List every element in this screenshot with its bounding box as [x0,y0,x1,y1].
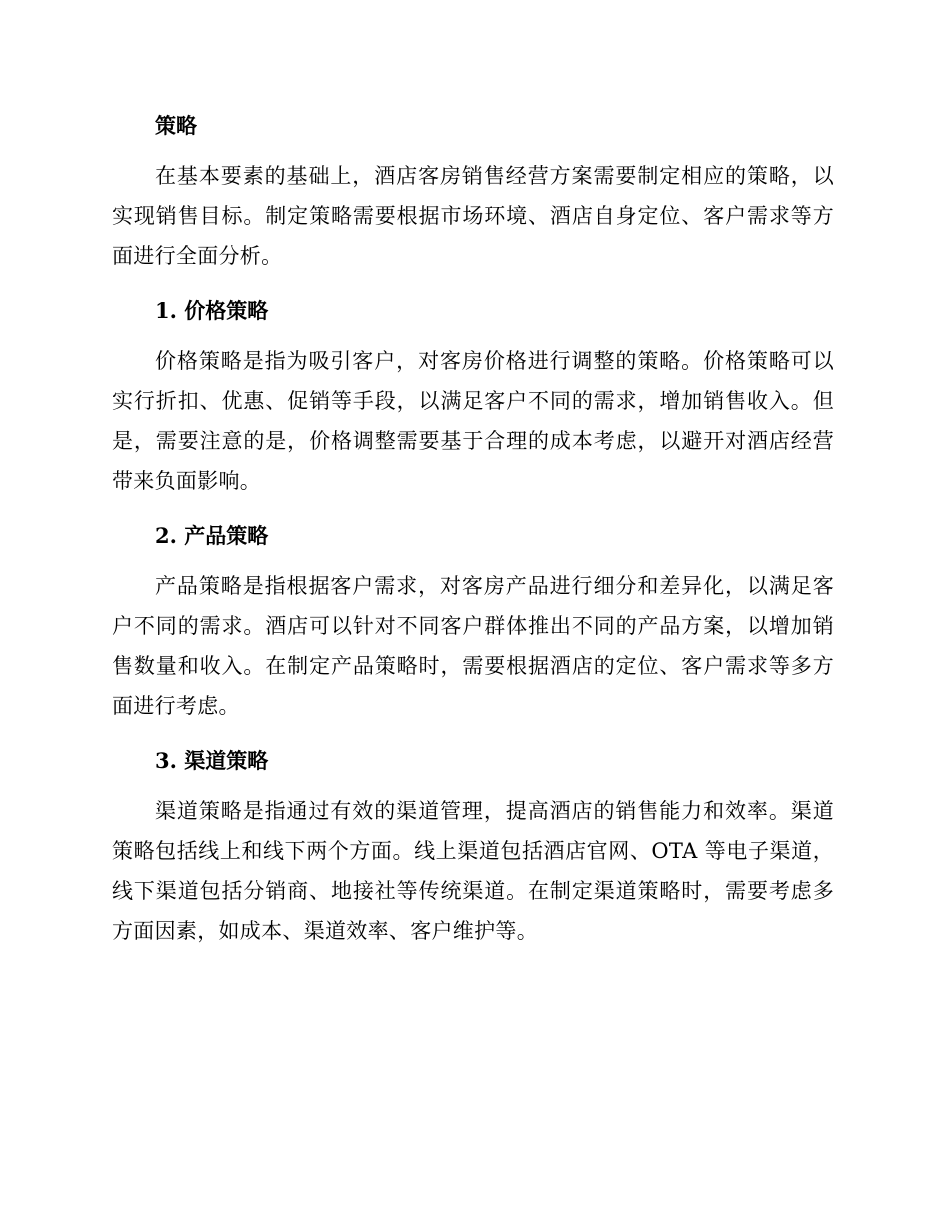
product-strategy-heading: 2. 产品策略 [155,523,269,548]
price-strategy-heading: 1. 价格策略 [155,298,269,323]
section-title: 策略 [155,113,197,138]
channel-strategy-paragraph: 渠道策略是指通过有效的渠道管理，提高酒店的销售能力和效率。渠道策略包括线上和线下两个方面。线上渠道包括酒店官网、OTA 等电子渠道，线下渠道包括分销商、地接社等传统渠道。在制定渠道策略时，需要考虑多方面因素，如成本、渠道效率、客户维护等。 [112,799,834,943]
document-page [112,108,834,968]
intro-paragraph: 在基本要素的基础上，酒店客房销售经营方案需要制定相应的策略，以实现销售目标。制定策略需要根据市场环境、酒店自身定位、客户需求等方面进行全面分析。 [112,164,834,268]
price-strategy-paragraph: 价格策略是指为吸引客户，对客房价格进行调整的策略。价格策略可以实行折扣、优惠、促销等手段，以满足客户不同的需求，增加销售收入。但是，需要注意的是，价格调整需要基于合理的成本考虑，以避开对酒店经营带来负面影响。 [112,349,834,493]
product-strategy-paragraph: 产品策略是指根据客户需求，对客房产品进行细分和差异化，以满足客户不同的需求。酒店可以针对不同客户群体推出不同的产品方案，以增加销售数量和收入。在制定产品策略时，需要根据酒店的定位、客户需求等多方面进行考虑。 [112,574,834,718]
channel-strategy-heading: 3. 渠道策略 [155,748,269,773]
